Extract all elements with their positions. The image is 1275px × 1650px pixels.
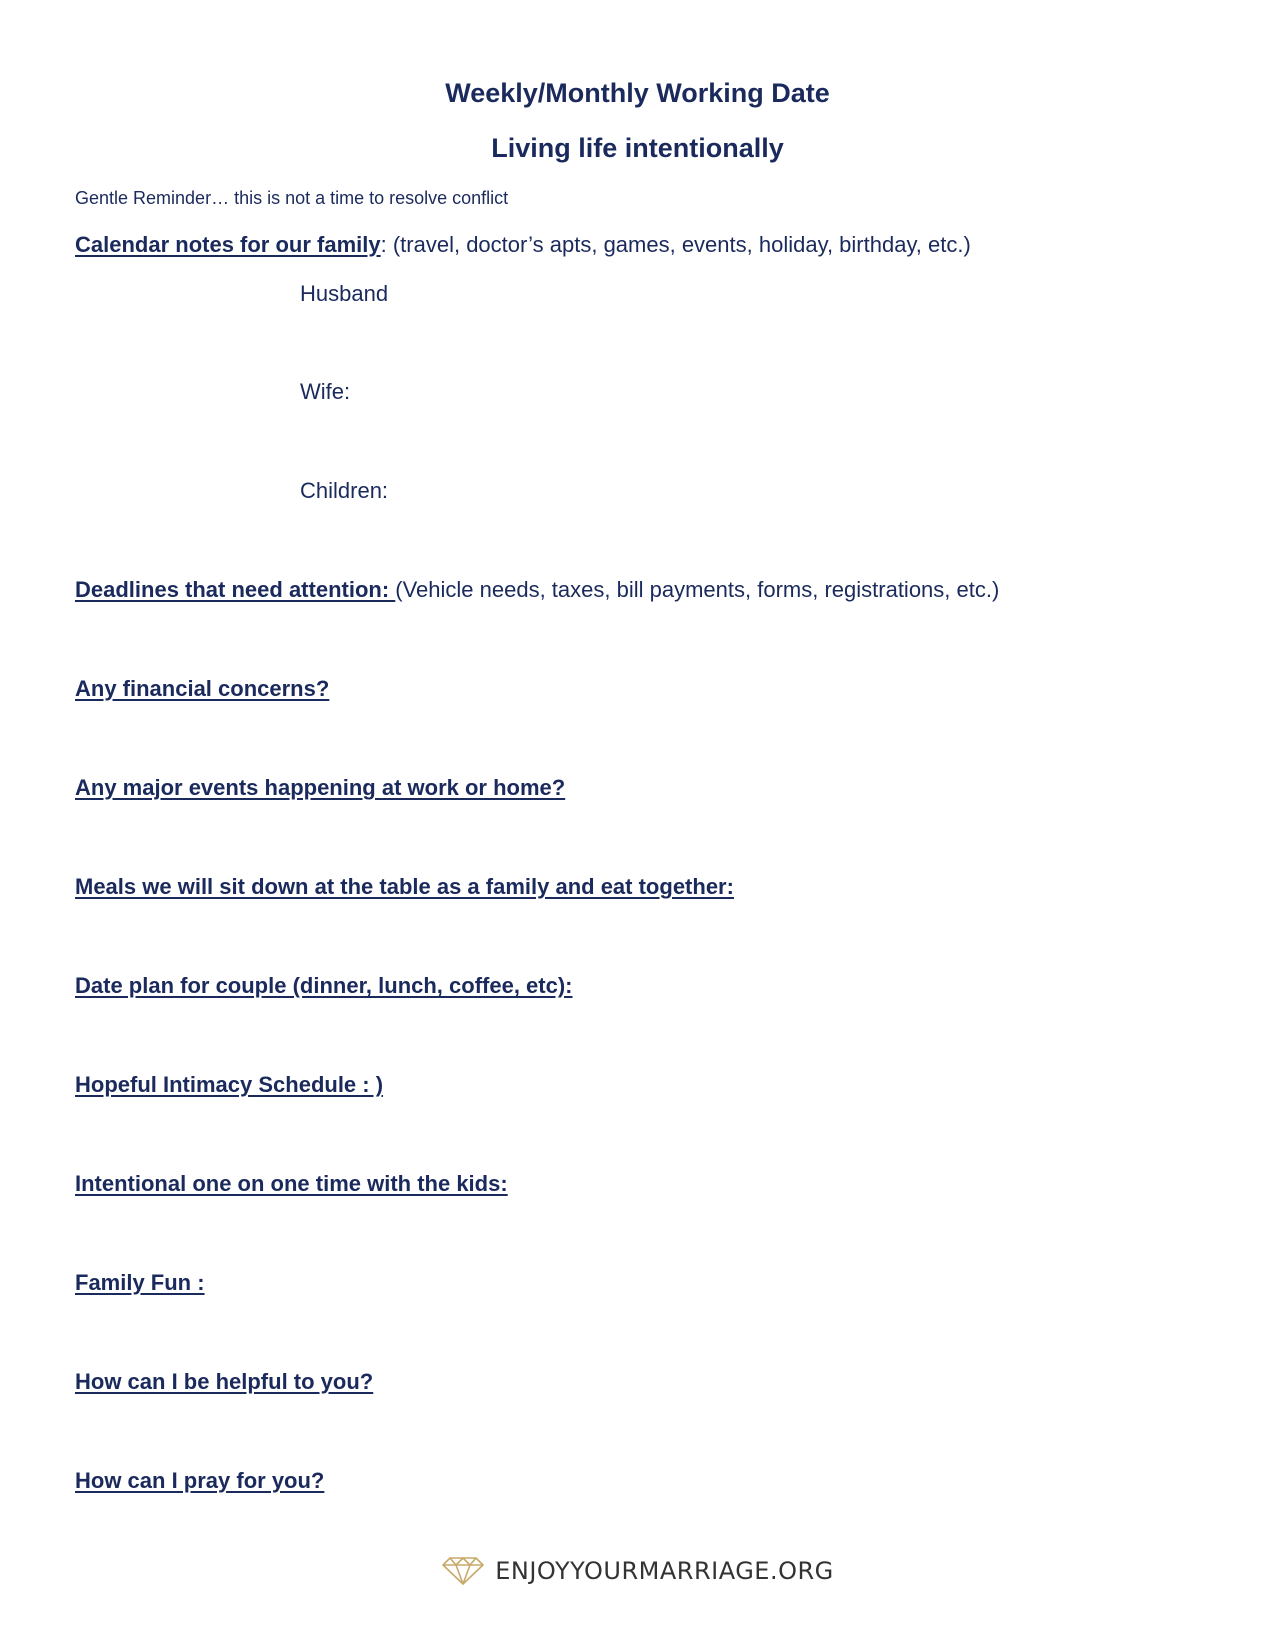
document-subtitle: Living life intentionally xyxy=(491,133,784,163)
document-title: Weekly/Monthly Working Date xyxy=(445,78,830,108)
question-major-events xyxy=(75,775,565,801)
question-family-meals xyxy=(75,874,734,900)
calendar-notes-hint: : (travel, doctor’s apts, games, events, holiday, birthday, etc.) xyxy=(380,232,971,257)
question-one-on-one-kids-heading: Intentional one on one time with the kids: xyxy=(75,1171,508,1196)
question-major-events-heading: Any major events happening at work or home? xyxy=(75,775,566,800)
question-pray-heading: How can I pray for you? xyxy=(75,1468,325,1493)
question-helpful xyxy=(75,1369,373,1395)
calendar-notes-heading: Calendar notes for our family xyxy=(75,232,381,257)
question-one-on-one-kids xyxy=(75,1171,508,1197)
question-family-fun xyxy=(75,1270,205,1296)
diamond-heart-icon xyxy=(441,1556,485,1586)
footer-logo xyxy=(0,1556,1275,1586)
gentle-reminder: Gentle Reminder… this is not a time to resolve conflict xyxy=(75,188,509,208)
calendar-notes-line xyxy=(75,232,971,258)
deadlines-hint: (Vehicle needs, taxes, bill payments, forms, registrations, etc.) xyxy=(395,577,1000,602)
question-family-meals-heading: Meals we will sit down at the table as a family and eat together: xyxy=(75,874,734,899)
deadlines-line xyxy=(75,577,999,603)
deadlines-heading: Deadlines that need attention: xyxy=(75,577,396,602)
brand-name: ENJOYYOURMARRIAGE.ORG xyxy=(495,1557,834,1585)
wife-label: Wife: xyxy=(300,379,351,404)
question-financial xyxy=(75,676,329,702)
question-helpful-heading: How can I be helpful to you? xyxy=(75,1369,374,1394)
question-intimacy-schedule xyxy=(75,1072,383,1098)
question-date-plan-heading: Date plan for couple (dinner, lunch, coffee, etc): xyxy=(75,973,573,998)
children-label: Children: xyxy=(300,478,389,503)
question-financial-heading: Any financial concerns? xyxy=(75,676,330,701)
question-intimacy-schedule-heading: Hopeful Intimacy Schedule : ) xyxy=(75,1072,384,1097)
husband-label: Husband xyxy=(300,281,389,306)
question-pray xyxy=(75,1468,324,1494)
question-family-fun-heading: Family Fun : xyxy=(75,1270,205,1295)
question-date-plan xyxy=(75,973,573,999)
